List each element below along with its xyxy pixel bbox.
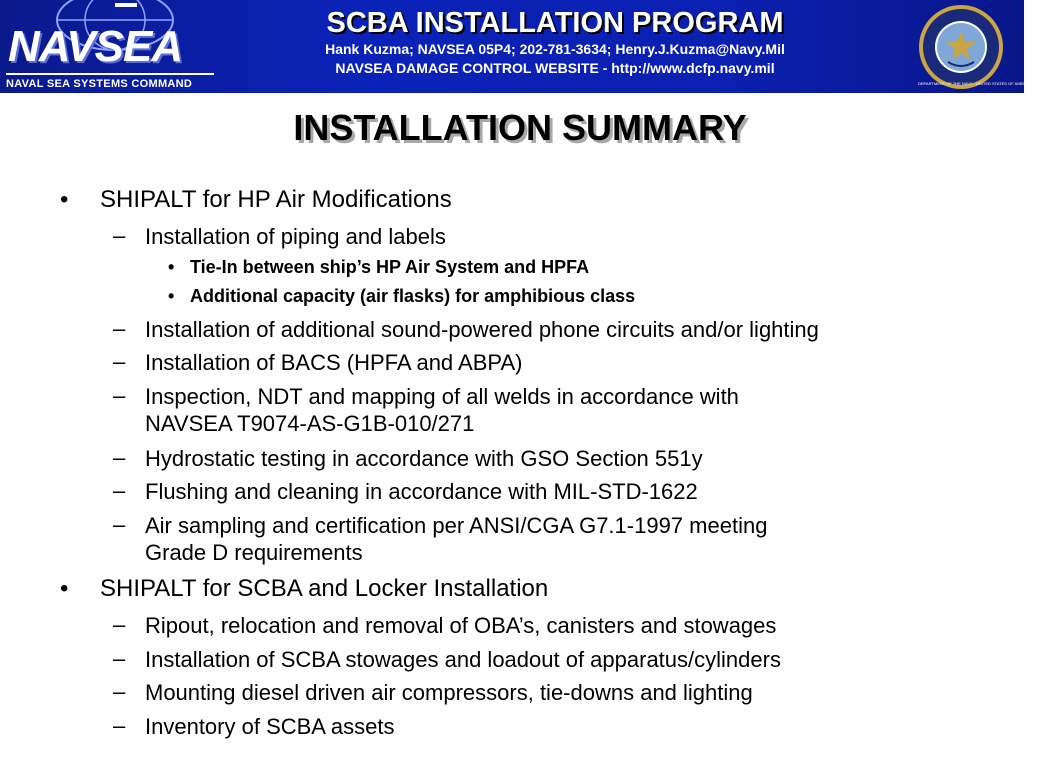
- website-line: NAVSEA DAMAGE CONTROL WEBSITE - http://www.dcfp.navy.mil: [335, 60, 775, 76]
- navy-seal-icon: [918, 4, 1033, 90]
- header-banner: [0, 0, 1033, 93]
- dash-marker: –: [113, 445, 126, 470]
- logo-divider: [6, 73, 214, 75]
- dash-marker: –: [113, 679, 126, 704]
- dash-marker: –: [113, 646, 126, 671]
- slide-title: INSTALLATION SUMMARY: [293, 107, 747, 148]
- dash-marker: –: [113, 223, 126, 248]
- list-item-text: Hydrostatic testing in accordance with GSO Section 551y: [145, 446, 703, 471]
- logo-text: NAVSEA: [8, 22, 183, 71]
- list-item-text: Ripout, relocation and removal of OBA’s, canisters and stowages: [145, 613, 777, 638]
- dash-marker: –: [113, 349, 126, 374]
- list-item-text: Installation of piping and labels: [145, 224, 446, 249]
- list-item-text: Inventory of SCBA assets: [145, 714, 395, 739]
- sub-list-item-text: Additional capacity (air flasks) for amphibious class: [190, 286, 636, 306]
- list-item-text: Installation of additional sound-powered phone circuits and/or lighting: [145, 317, 819, 342]
- list-item-text: Installation of SCBA stowages and loadout of apparatus/cylinders: [145, 647, 781, 672]
- sub-list-item-text: Tie-In between ship’s HP Air System and HPFA: [190, 257, 590, 277]
- section-label: SHIPALT for SCBA and Locker Installation: [100, 575, 549, 602]
- dash-marker: –: [113, 478, 126, 503]
- list-item-text-continued: Grade D requirements: [145, 540, 363, 565]
- dash-marker: –: [113, 713, 126, 738]
- dash-marker: –: [113, 612, 126, 637]
- list-item-text: Installation of BACS (HPFA and ABPA): [145, 350, 523, 375]
- list-item-text: Inspection, NDT and mapping of all welds in accordance with: [145, 384, 739, 409]
- bullet-marker: •: [60, 186, 69, 213]
- navsea-logo: [0, 0, 225, 93]
- list-item-text-continued: NAVSEA T9074-AS-G1B-010/271: [145, 411, 475, 436]
- seal-label: DEPARTMENT OF THE NAVY · UNITED STATES OF AMERICA: [918, 81, 1033, 86]
- dash-marker: –: [113, 512, 126, 537]
- banner-text: [230, 0, 880, 78]
- contact-line: Hank Kuzma; NAVSEA 05P4; 202-781-3634; Henry.J.Kuzma@Navy.Mil: [325, 41, 785, 57]
- list-item-text: Mounting diesel driven air compressors, tie-downs and lighting: [145, 680, 753, 705]
- bullet-marker: •: [60, 575, 69, 602]
- sub-bullet-marker: •: [168, 286, 175, 306]
- dash-marker: –: [113, 316, 126, 341]
- list-item-text: Flushing and cleaning in accordance with MIL-STD-1622: [145, 479, 698, 504]
- section-label: SHIPALT for HP Air Modifications: [100, 186, 452, 213]
- logo-subtitle: NAVAL SEA SYSTEMS COMMAND: [6, 78, 193, 90]
- sub-bullet-marker: •: [168, 257, 175, 277]
- program-title: SCBA INSTALLATION PROGRAM: [326, 7, 784, 39]
- list-item-text: Air sampling and certification per ANSI/CGA G7.1-1997 meeting: [145, 513, 768, 538]
- dash-marker: –: [113, 383, 126, 408]
